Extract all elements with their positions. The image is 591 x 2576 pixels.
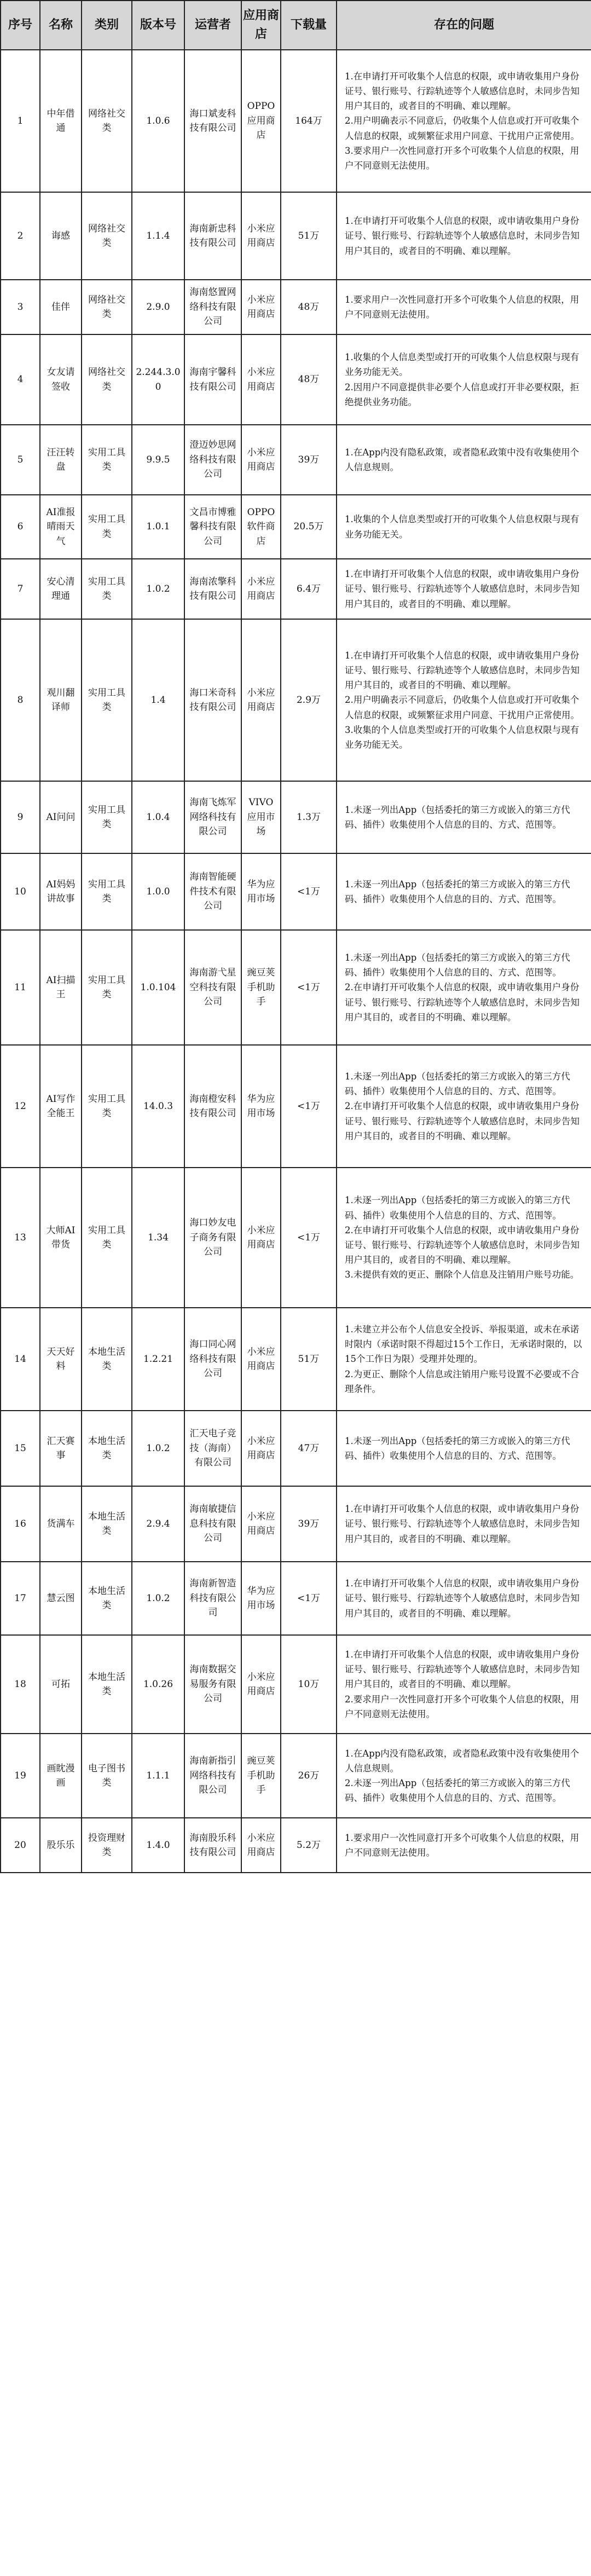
issue-item: 1.在申请打开可收集个人信息的权限，或申请收集用户身份证号、银行账号、行踪轨迹等个人敏感信息时，未同步告知用户其目的，或者目的不明确、难以理解。 <box>345 71 580 112</box>
cell-category: 实用工具类 <box>82 1045 132 1168</box>
cell-no: 16 <box>1 1486 40 1562</box>
cell-store: VIVO应用市场 <box>241 781 281 853</box>
cell-category: 本地生活类 <box>82 1411 132 1486</box>
cell-category: 网络社交类 <box>82 334 132 425</box>
issue-item: 1.在申请打开可收集个人信息的权限，或申请收集用户身份证号、银行账号、行踪轨迹等个人敏感信息时，未同步告知用户其目的，或者目的不明确、难以理解。 <box>345 1504 580 1544</box>
cell-operator: 海南浓擎科技有限公司 <box>184 559 241 619</box>
cell-version: 1.0.2 <box>132 1411 184 1486</box>
cell-version: 1.0.0 <box>132 853 184 930</box>
cell-name: 观川翻译师 <box>40 619 82 781</box>
cell-operator: 海口斌麦科技有限公司 <box>184 50 241 192</box>
cell-name: AI准报晴雨天气 <box>40 495 82 559</box>
cell-downloads: 2.9万 <box>281 619 337 781</box>
table-header-row <box>1 1 591 50</box>
cell-name: AI写作全能王 <box>40 1045 82 1168</box>
cell-no: 6 <box>1 495 40 559</box>
cell-name: 可拓 <box>40 1635 82 1734</box>
cell-name: 慧云图 <box>40 1562 82 1635</box>
issue-item: 1.在申请打开可收集个人信息的权限，或申请收集用户身份证号、银行账号、行踪轨迹等个人敏感信息时，未同步告知用户其目的，或者目的不明确、难以理解。 <box>345 650 580 691</box>
cell-issues <box>337 1486 591 1562</box>
cell-issues <box>337 1045 591 1168</box>
cell-operator: 海南宇馨科技有限公司 <box>184 334 241 425</box>
cell-issues <box>337 559 591 619</box>
cell-name: 股乐乐 <box>40 1818 82 1873</box>
cell-issues <box>337 1411 591 1486</box>
cell-name: 安心清理通 <box>40 559 82 619</box>
table-row <box>1 559 591 619</box>
cell-no: 3 <box>1 280 40 334</box>
cell-operator: 海南飞炼军网络科技有限公司 <box>184 781 241 853</box>
table-row <box>1 1818 591 1873</box>
cell-name: AI妈妈讲故事 <box>40 853 82 930</box>
header-name: 名称 <box>40 1 82 50</box>
table-row <box>1 853 591 930</box>
cell-downloads: 20.5万 <box>281 495 337 559</box>
cell-version: 1.4.0 <box>132 1818 184 1873</box>
cell-issues <box>337 280 591 334</box>
cell-operator: 海南数据交易服务有限公司 <box>184 1635 241 1734</box>
cell-name: AI扫描王 <box>40 930 82 1045</box>
issue-item: 2.要求用户一次性同意打开多个可收集个人信息的权限，用户不同意则无法使用。 <box>345 1694 580 1719</box>
cell-downloads: 164万 <box>281 50 337 192</box>
cell-operator: 汇天电子竞技（海南）有限公司 <box>184 1411 241 1486</box>
cell-store: 小米应用商店 <box>241 192 281 280</box>
cell-no: 11 <box>1 930 40 1045</box>
cell-issues <box>337 1168 591 1308</box>
header-downloads: 下载量 <box>281 1 337 50</box>
cell-operator: 文昌市博雅馨科技有限公司 <box>184 495 241 559</box>
cell-issues <box>337 853 591 930</box>
cell-store: 小米应用商店 <box>241 559 281 619</box>
table-row <box>1 781 591 853</box>
cell-downloads: 47万 <box>281 1411 337 1486</box>
cell-downloads: 48万 <box>281 334 337 425</box>
cell-category: 网络社交类 <box>82 280 132 334</box>
cell-name: 汪汪转盘 <box>40 425 82 495</box>
cell-no: 15 <box>1 1411 40 1486</box>
cell-category: 本地生活类 <box>82 1562 132 1635</box>
issue-item: 2.在申请打开可收集个人信息的权限，或申请收集用户身份证号、银行账号、行踪轨迹等个人敏感信息时，未同步告知用户其目的，或者目的不明确、难以理解。 <box>345 1101 580 1141</box>
cell-store: 豌豆荚手机助手 <box>241 930 281 1045</box>
cell-no: 19 <box>1 1734 40 1818</box>
cell-issues <box>337 930 591 1045</box>
cell-no: 10 <box>1 853 40 930</box>
cell-operator: 海口同心网络科技有限公司 <box>184 1308 241 1411</box>
cell-store: 华为应用市场 <box>241 853 281 930</box>
cell-store: 小米应用商店 <box>241 334 281 425</box>
cell-version: 2.9.4 <box>132 1486 184 1562</box>
cell-version: 1.0.6 <box>132 50 184 192</box>
issue-item: 1.未逐一列出App（包括委托的第三方或嵌入的第三方代码、插件）收集使用个人信息的目的、方式、范围等。 <box>345 952 570 978</box>
cell-issues <box>337 1635 591 1734</box>
cell-issues <box>337 781 591 853</box>
issue-item: 1.在申请打开可收集个人信息的权限，或申请收集用户身份证号、银行账号、行踪轨迹等个人敏感信息时，未同步告知用户其目的，或者目的不明确、难以理解。 <box>345 1649 580 1690</box>
cell-no: 4 <box>1 334 40 425</box>
table-row <box>1 425 591 495</box>
cell-version: 1.0.2 <box>132 559 184 619</box>
cell-version: 2.9.0 <box>132 280 184 334</box>
cell-no: 12 <box>1 1045 40 1168</box>
cell-name: 诲感 <box>40 192 82 280</box>
issue-item: 1.在申请打开可收集个人信息的权限，或申请收集用户身份证号、银行账号、行踪轨迹等个人敏感信息时，未同步告知用户其目的，或者目的不明确、难以理解。 <box>345 1578 580 1619</box>
cell-issues <box>337 425 591 495</box>
cell-downloads: <1万 <box>281 1562 337 1635</box>
cell-version: 1.4 <box>132 619 184 781</box>
cell-downloads: 26万 <box>281 1734 337 1818</box>
issue-item: 1.在申请打开可收集个人信息的权限，或申请收集用户身份证号、银行账号、行踪轨迹等个人敏感信息时，未同步告知用户其目的，或者目的不明确、难以理解。 <box>345 216 580 256</box>
cell-issues <box>337 192 591 280</box>
cell-store: 小米应用商店 <box>241 1635 281 1734</box>
cell-version: 1.0.2 <box>132 1562 184 1635</box>
cell-store: 华为应用市场 <box>241 1045 281 1168</box>
header-operator: 运营者 <box>184 1 241 50</box>
issue-item: 2.在申请打开可收集个人信息的权限，或申请收集用户身份证号、银行账号、行踪轨迹等个人敏感信息时，未同步告知用户其目的，或者目的不明确、难以理解。 <box>345 982 580 1023</box>
cell-name: 画眈漫画 <box>40 1734 82 1818</box>
table-row <box>1 495 591 559</box>
issue-item: 1.在App内没有隐私政策，或者隐私政策中没有收集使用个人信息规则。 <box>345 1748 580 1774</box>
header-version: 版本号 <box>132 1 184 50</box>
table-row <box>1 1562 591 1635</box>
cell-no: 20 <box>1 1818 40 1873</box>
cell-version: 9.9.5 <box>132 425 184 495</box>
issue-item: 3.收集的个人信息类型或打开的可收集个人信息权限与现有业务功能无关。 <box>345 724 580 750</box>
cell-no: 1 <box>1 50 40 192</box>
cell-downloads: <1万 <box>281 930 337 1045</box>
cell-operator: 澄迈妙思网络科技有限公司 <box>184 425 241 495</box>
header-store: 应用商店 <box>241 1 281 50</box>
cell-store: 小米应用商店 <box>241 1168 281 1308</box>
cell-store: OPPO软件商店 <box>241 495 281 559</box>
cell-category: 本地生活类 <box>82 1486 132 1562</box>
cell-operator: 海南股乐科技有限公司 <box>184 1818 241 1873</box>
table-row <box>1 1486 591 1562</box>
cell-store: 小米应用商店 <box>241 1486 281 1562</box>
cell-version: 14.0.3 <box>132 1045 184 1168</box>
cell-category: 实用工具类 <box>82 781 132 853</box>
cell-store: 小米应用商店 <box>241 1818 281 1873</box>
cell-downloads: 6.4万 <box>281 559 337 619</box>
issue-item: 2.未逐一列出App（包括委托的第三方或嵌入的第三方代码、插件）收集使用个人信息的目的、方式、范围等。 <box>345 1778 570 1804</box>
cell-issues <box>337 619 591 781</box>
cell-version: 1.1.1 <box>132 1734 184 1818</box>
cell-no: 18 <box>1 1635 40 1734</box>
cell-no: 13 <box>1 1168 40 1308</box>
cell-issues <box>337 1818 591 1873</box>
issue-item: 3.未提供有效的更正、删除个人信息及注销用户账号功能。 <box>345 1269 580 1280</box>
cell-name: 货满车 <box>40 1486 82 1562</box>
cell-no: 5 <box>1 425 40 495</box>
cell-issues <box>337 334 591 425</box>
cell-downloads: 48万 <box>281 280 337 334</box>
cell-version: 1.0.104 <box>132 930 184 1045</box>
cell-operator: 海口妙友电子商务有限公司 <box>184 1168 241 1308</box>
cell-version: 1.0.1 <box>132 495 184 559</box>
cell-issues <box>337 1734 591 1818</box>
cell-downloads: 51万 <box>281 1308 337 1411</box>
cell-store: 小米应用商店 <box>241 425 281 495</box>
cell-no: 14 <box>1 1308 40 1411</box>
cell-category: 本地生活类 <box>82 1308 132 1411</box>
cell-operator: 海南智能硬件技术有限公司 <box>184 853 241 930</box>
cell-downloads: 10万 <box>281 1635 337 1734</box>
cell-no: 8 <box>1 619 40 781</box>
cell-store: 小米应用商店 <box>241 280 281 334</box>
table-row <box>1 1635 591 1734</box>
cell-store: OPPO应用商店 <box>241 50 281 192</box>
cell-downloads: <1万 <box>281 1045 337 1168</box>
cell-category: 实用工具类 <box>82 619 132 781</box>
cell-name: 佳伴 <box>40 280 82 334</box>
cell-operator: 海南新智造科技有限公司 <box>184 1562 241 1635</box>
header-no: 序号 <box>1 1 40 50</box>
cell-category: 实用工具类 <box>82 559 132 619</box>
cell-issues <box>337 1308 591 1411</box>
table-row <box>1 192 591 280</box>
issue-item: 1.未建立并公布个人信息安全投诉、举报渠道，或未在承诺时限内（承诺时限不得超过15个工作日，无承诺时限的，以15个工作日为限）受理并处理的。 <box>345 1324 582 1365</box>
cell-store: 豌豆荚手机助手 <box>241 1734 281 1818</box>
cell-category: 实用工具类 <box>82 1168 132 1308</box>
cell-operator: 海南敏捷信息科技有限公司 <box>184 1486 241 1562</box>
cell-issues <box>337 1562 591 1635</box>
issue-item: 1.在App内没有隐私政策，或者隐私政策中没有收集使用个人信息规则。 <box>345 447 580 472</box>
cell-operator: 海南新忠科技有限公司 <box>184 192 241 280</box>
cell-name: 大师AI带货 <box>40 1168 82 1308</box>
cell-downloads: <1万 <box>281 853 337 930</box>
issue-item: 3.要求用户一次性同意打开多个可收集个人信息的权限，用户不同意则无法使用。 <box>345 145 580 171</box>
cell-category: 网络社交类 <box>82 192 132 280</box>
issue-item: 1.未逐一列出App（包括委托的第三方或嵌入的第三方代码、插件）收集使用个人信息的目的、方式、范围等。 <box>345 1435 570 1461</box>
table-row <box>1 1308 591 1411</box>
cell-category: 本地生活类 <box>82 1635 132 1734</box>
issue-item: 2.因用户不同意提供非必要个人信息或打开非必要权限，拒绝提供业务功能。 <box>345 382 580 407</box>
issue-item: 1.未逐一列出App（包括委托的第三方或嵌入的第三方代码、插件）收集使用个人信息的目的、方式、范围等。 <box>345 1195 570 1221</box>
table-row <box>1 930 591 1045</box>
cell-downloads: <1万 <box>281 1168 337 1308</box>
cell-store: 华为应用市场 <box>241 1562 281 1635</box>
issue-item: 1.要求用户一次性同意打开多个可收集个人信息的权限，用户不同意则无法使用。 <box>345 1832 580 1858</box>
cell-issues <box>337 495 591 559</box>
cell-version: 1.0.4 <box>132 781 184 853</box>
issue-item: 1.收集的个人信息类型或打开的可收集个人信息权限与现有业务功能无关。 <box>345 514 580 540</box>
table-row <box>1 50 591 192</box>
cell-version: 1.34 <box>132 1168 184 1308</box>
cell-issues <box>337 50 591 192</box>
cell-operator: 海口米奇科技有限公司 <box>184 619 241 781</box>
header-issues: 存在的问题 <box>337 1 591 50</box>
issue-item: 1.收集的个人信息类型或打开的可收集个人信息权限与现有业务功能无关。 <box>345 352 580 378</box>
cell-category: 电子图书类 <box>82 1734 132 1818</box>
cell-downloads: 1.3万 <box>281 781 337 853</box>
cell-operator: 海南新指引网络科技有限公司 <box>184 1734 241 1818</box>
cell-no: 17 <box>1 1562 40 1635</box>
table-row <box>1 619 591 781</box>
cell-store: 小米应用商店 <box>241 619 281 781</box>
cell-name: 女友请签收 <box>40 334 82 425</box>
cell-category: 实用工具类 <box>82 930 132 1045</box>
cell-category: 实用工具类 <box>82 853 132 930</box>
cell-downloads: 5.2万 <box>281 1818 337 1873</box>
cell-category: 实用工具类 <box>82 495 132 559</box>
cell-downloads: 39万 <box>281 425 337 495</box>
issue-item: 2.为更正、删除个人信息或注销用户账号设置不必要或不合理条件。 <box>345 1368 580 1394</box>
issue-item: 1.未逐一列出App（包括委托的第三方或嵌入的第三方代码、插件）收集使用个人信息的目的、方式、范围等。 <box>345 804 570 830</box>
cell-name: 中年借通 <box>40 50 82 192</box>
issue-item: 1.在申请打开可收集个人信息的权限，或申请收集用户身份证号、银行账号、行踪轨迹等个人敏感信息时，未同步告知用户其目的，或者目的不明确、难以理解。 <box>345 569 580 609</box>
cell-store: 小米应用商店 <box>241 1411 281 1486</box>
cell-category: 网络社交类 <box>82 50 132 192</box>
cell-downloads: 39万 <box>281 1486 337 1562</box>
table-row <box>1 1045 591 1168</box>
cell-category: 实用工具类 <box>82 425 132 495</box>
cell-operator: 海南橙安科技有限公司 <box>184 1045 241 1168</box>
cell-name: AI问问 <box>40 781 82 853</box>
cell-no: 2 <box>1 192 40 280</box>
cell-operator: 海南游弋星空科技有限公司 <box>184 930 241 1045</box>
cell-no: 9 <box>1 781 40 853</box>
cell-store: 小米应用商店 <box>241 1308 281 1411</box>
issue-item: 2.用户明确表示不同意后，仍收集个人信息或打开可收集个人信息的权限，或频繁征求用户同意、干扰用户正常使用。 <box>345 695 580 720</box>
cell-name: 汇天赛事 <box>40 1411 82 1486</box>
table-row <box>1 280 591 334</box>
issue-item: 2.在申请打开可收集个人信息的权限，或申请收集用户身份证号、银行账号、行踪轨迹等个人敏感信息时，未同步告知用户其目的，或者目的不明确、难以理解。 <box>345 1225 580 1266</box>
cell-version: 2.244.3.00 <box>132 334 184 425</box>
table-row <box>1 334 591 425</box>
header-category: 类别 <box>82 1 132 50</box>
table-row <box>1 1734 591 1818</box>
issue-item: 2.用户明确表示不同意后，仍收集个人信息或打开可收集个人信息的权限，或频繁征求用户同意、干扰用户正常使用。 <box>345 115 580 141</box>
cell-version: 1.2.21 <box>132 1308 184 1411</box>
cell-version: 1.0.26 <box>132 1635 184 1734</box>
cell-version: 1.1.4 <box>132 192 184 280</box>
cell-downloads: 51万 <box>281 192 337 280</box>
cell-no: 7 <box>1 559 40 619</box>
cell-name: 天天好料 <box>40 1308 82 1411</box>
cell-operator: 海南悠置网络科技有限公司 <box>184 280 241 334</box>
issue-item: 1.未逐一列出App（包括委托的第三方或嵌入的第三方代码、插件）收集使用个人信息的目的、方式、范围等。 <box>345 1071 570 1097</box>
table-row <box>1 1411 591 1486</box>
issue-item: 1.要求用户一次性同意打开多个可收集个人信息的权限，用户不同意则无法使用。 <box>345 294 580 320</box>
cell-category: 投资理财类 <box>82 1818 132 1873</box>
issue-item: 1.未逐一列出App（包括委托的第三方或嵌入的第三方代码、插件）收集使用个人信息的目的、方式、范围等。 <box>345 879 570 904</box>
table-row <box>1 1168 591 1308</box>
